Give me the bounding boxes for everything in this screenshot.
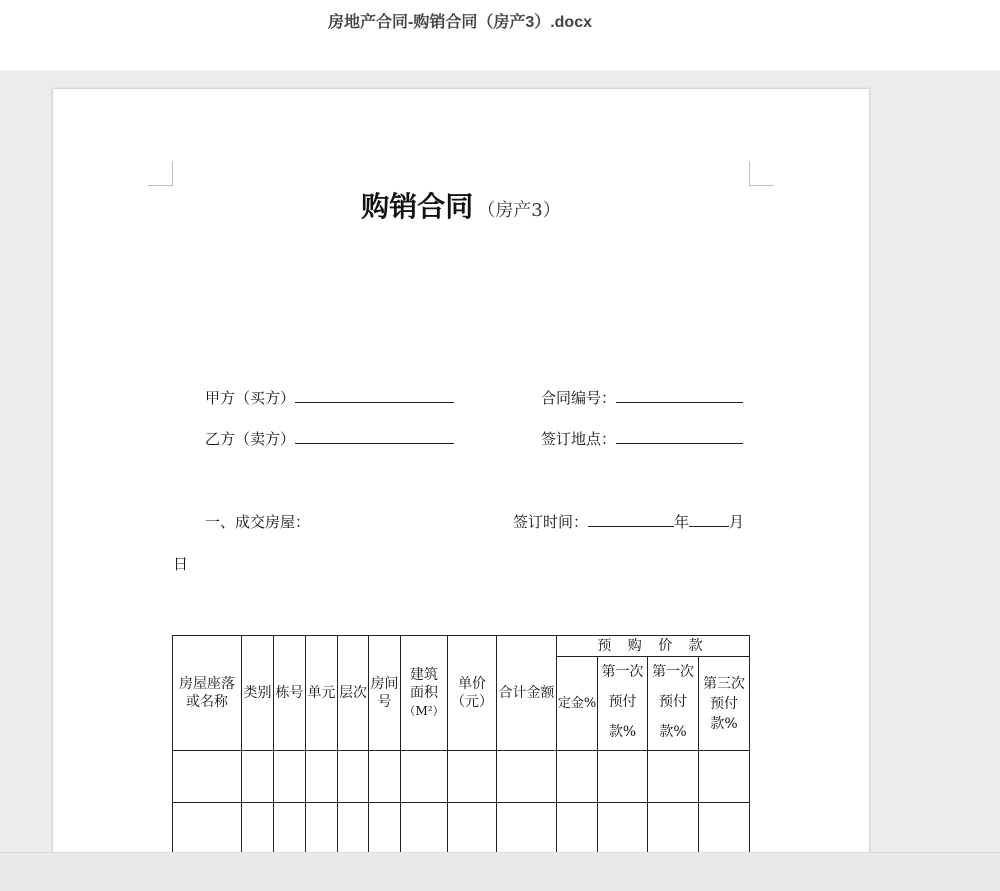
table-cell[interactable] [401, 751, 448, 803]
header-area-line1: 建筑 [410, 667, 438, 683]
header-price-line2: （元） [451, 694, 493, 710]
table-cell[interactable] [338, 803, 369, 853]
header-second-line2: 预付 [659, 694, 687, 710]
header-second-prepay [648, 657, 699, 751]
heading-sub: （房产3） [477, 200, 561, 221]
header-unit: 单元 [306, 636, 338, 751]
margin-mark-top-right [749, 161, 774, 186]
header-building: 栋号 [274, 636, 306, 751]
header-price [448, 636, 497, 751]
header-third-line3: 款% [710, 715, 738, 732]
header-second-line1: 第一次 [652, 664, 694, 680]
table-cell[interactable] [648, 751, 699, 803]
table-cell[interactable] [173, 803, 242, 853]
table-cell[interactable] [173, 751, 242, 803]
day-label: 日 [173, 555, 189, 573]
table-cell[interactable] [557, 751, 598, 803]
year-label: 年 [674, 513, 690, 531]
table-cell[interactable] [306, 803, 338, 853]
header-category: 类别 [242, 636, 274, 751]
table-cell[interactable] [648, 803, 699, 853]
table-cell[interactable] [274, 803, 306, 853]
contract-no-line [541, 387, 743, 408]
header-first-prepay [598, 657, 648, 751]
header-third-prepay [699, 657, 750, 751]
heading-main: 购销合同 [361, 190, 474, 223]
document-viewer[interactable] [0, 70, 1000, 852]
table-cell[interactable] [598, 751, 648, 803]
header-total: 合计金额 [497, 636, 557, 751]
header-first-line3: 款% [608, 724, 637, 740]
header-third-line1: 第三次 [703, 675, 745, 692]
table-cell[interactable] [557, 803, 598, 853]
table-cell[interactable] [274, 751, 306, 803]
sign-place-blank [616, 429, 743, 444]
table-cell[interactable] [497, 803, 557, 853]
table-row [173, 751, 750, 803]
table-cell[interactable] [338, 751, 369, 803]
table-cell[interactable] [401, 803, 448, 853]
sign-place-label: 签订地点： [541, 430, 617, 448]
table-cell[interactable] [242, 751, 274, 803]
table-cell[interactable] [242, 803, 274, 853]
party-a-line [205, 387, 454, 408]
party-b-line [205, 428, 454, 449]
property-table [172, 635, 750, 852]
document-page [53, 89, 869, 852]
party-a-blank [295, 388, 454, 403]
contract-no-label: 合同编号： [541, 389, 617, 407]
table-cell[interactable] [448, 751, 497, 803]
table-cell[interactable] [598, 803, 648, 853]
contract-no-blank [616, 388, 743, 403]
table-row [173, 803, 750, 853]
document-title: 房地产合同-购销合同（房产3）.docx [327, 14, 593, 31]
header-price-line1: 单价 [458, 676, 486, 692]
sign-time-label: 签订时间： [513, 513, 589, 531]
header-deposit: 定金% [557, 657, 598, 751]
party-b-label: 乙方（卖方） [205, 430, 296, 448]
sign-month-blank [689, 512, 729, 527]
table-cell[interactable] [699, 803, 750, 853]
margin-mark-top-left [148, 161, 173, 186]
sign-time-line [513, 511, 744, 532]
month-label: 月 [729, 513, 745, 531]
table-cell[interactable] [369, 751, 401, 803]
title-bar [0, 0, 1000, 70]
header-first-line1: 第一次 [601, 664, 644, 680]
header-prepay-group: 预 购 价 款 [557, 636, 750, 657]
header-first-line2: 预付 [608, 694, 637, 710]
header-location: 房屋座落或名称 [173, 636, 242, 751]
party-b-blank [295, 429, 454, 444]
table-cell[interactable] [497, 751, 557, 803]
header-area-line2: 面积 [410, 685, 438, 701]
document-heading [53, 185, 869, 225]
header-second-line3: 款% [659, 724, 687, 740]
table-cell[interactable] [448, 803, 497, 853]
party-a-label: 甲方（买方） [205, 389, 296, 407]
status-bar [0, 852, 1000, 891]
sign-place-line [541, 428, 743, 449]
header-area-unit: （M²） [403, 704, 445, 718]
table-cell[interactable] [369, 803, 401, 853]
table-cell[interactable] [699, 751, 750, 803]
table-cell[interactable] [306, 751, 338, 803]
section-1-heading: 一、成交房屋： [205, 513, 311, 531]
header-floor: 层次 [338, 636, 369, 751]
header-room: 房间号 [369, 636, 401, 751]
header-third-line2: 预付 [710, 695, 738, 712]
sign-year-blank [588, 512, 674, 527]
header-area [401, 636, 448, 751]
